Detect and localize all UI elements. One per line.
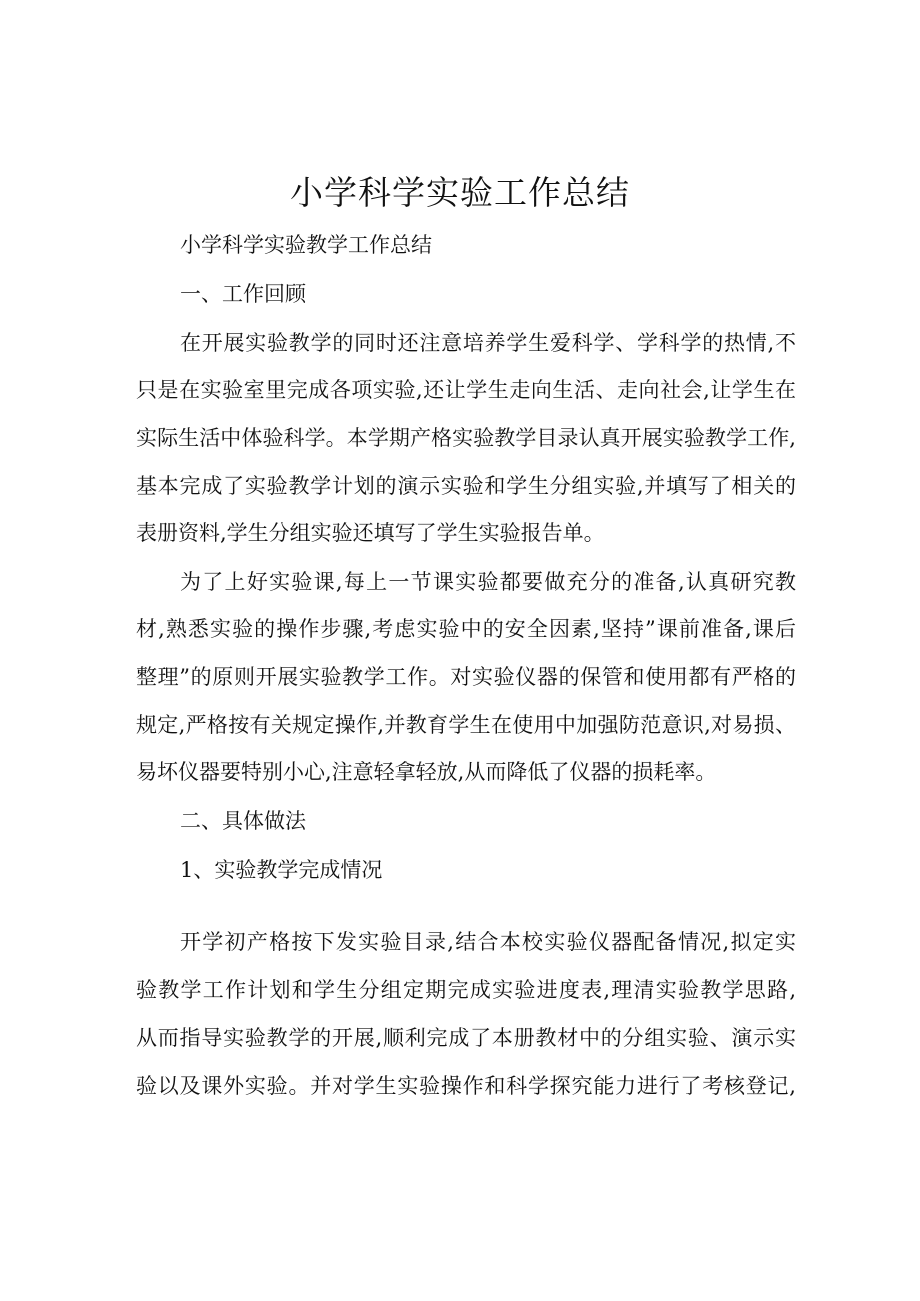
paragraph-line: 只是在实验室里完成各项实验,还让学生走向生活、走向社会,让学生在	[136, 378, 796, 402]
paragraph-line: 验教学工作计划和学生分组定期完成实验进度表,理清实验教学思路,	[136, 978, 796, 1002]
subsection-heading: 1、实验教学完成情况	[180, 858, 383, 882]
document-title: 小学科学实验工作总结	[290, 173, 630, 212]
paragraph-line: 在开展实验教学的同时还注意培养学生爱科学、学科学的热情,不	[180, 331, 796, 355]
section-heading-methods: 二、具体做法	[180, 809, 306, 833]
document-subtitle: 小学科学实验教学工作总结	[180, 233, 432, 257]
section-heading-review: 一、工作回顾	[180, 282, 306, 306]
paragraph-line: 开学初产格按下发实验目录,结合本校实验仪器配备情况,拟定实	[180, 930, 796, 954]
paragraph-line: 基本完成了实验教学计划的演示实验和学生分组实验,并填写了相关的	[136, 474, 796, 498]
paragraph-line: 整理”的原则开展实验教学工作。对实验仪器的保管和使用都有严格的	[136, 665, 796, 689]
paragraph-line: 易坏仪器要特别小心,注意轻拿轻放,从而降低了仪器的损耗率。	[136, 760, 717, 784]
paragraph-line: 验以及课外实验。并对学生实验操作和科学探究能力进行了考核登记,	[136, 1074, 796, 1098]
paragraph-line: 为了上好实验课,每上一节课实验都要做充分的准备,认真研究教	[180, 570, 796, 594]
paragraph-line: 从而指导实验教学的开展,顺利完成了本册教材中的分组实验、演示实	[136, 1026, 796, 1050]
paragraph-line: 规定,严格按有关规定操作,并教育学生在使用中加强防范意识,对易损、	[136, 713, 796, 737]
paragraph-line: 材,熟悉实验的操作步骤,考虑实验中的安全因素,坚持”课前准备,课后	[136, 617, 796, 641]
paragraph-line: 表册资料,学生分组实验还填写了学生实验报告单。	[136, 521, 605, 545]
paragraph-line: 实际生活中体验科学。本学期产格实验教学目录认真开展实验教学工作,	[136, 426, 796, 450]
